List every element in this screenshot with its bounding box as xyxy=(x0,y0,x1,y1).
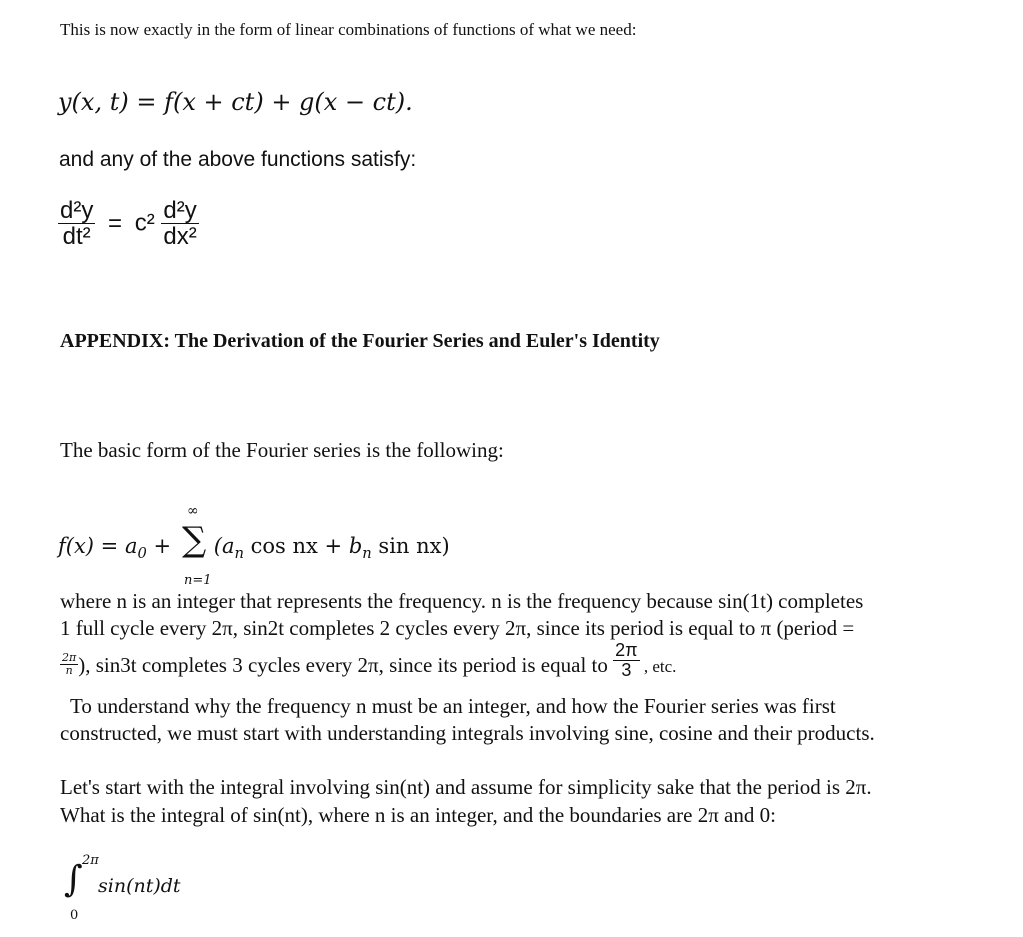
para1-line2: 1 full cycle every 2π, sin2t completes 2 cycles every 2π, since its period is equal to π (period = xyxy=(60,616,855,640)
para2-line2: What is the integral of sin(nt), where n is an integer, and the boundaries are 2π and 0: xyxy=(60,803,776,827)
third-period-den: 3 xyxy=(621,659,632,680)
integral-upper-limit: 2π xyxy=(82,853,99,868)
para1-line3-tail: , etc. xyxy=(639,656,677,676)
rhs-denominator: dx² xyxy=(163,223,197,251)
rhs-fraction xyxy=(161,198,198,249)
wave-solution-equation: y(x, t) = f(x + ct) + g(x − ct). xyxy=(58,88,413,116)
third-period-fraction xyxy=(613,641,639,680)
equals-sign: = xyxy=(108,209,123,237)
c-squared: c² xyxy=(134,209,155,237)
sum-upper-limit: ∞ xyxy=(187,503,199,519)
lhs-numerator: d²y xyxy=(60,197,94,224)
para1-line1: where n is an integer that represents the frequency. n is the frequency because sin(1t) completes xyxy=(60,589,864,613)
an-subscript: n xyxy=(234,545,244,563)
cos-term: cos nx + xyxy=(243,534,349,558)
term-an: (a xyxy=(213,534,235,558)
para2-line1: Let's start with the integral involving sin(nt) and assume for simplicity sake that the period is 2π. xyxy=(60,775,872,799)
para1-line3-text: ), sin3t completes 3 cycles every 2π, since its period is equal to xyxy=(78,652,614,677)
basic-form-text: The basic form of the Fourier series is the following: xyxy=(60,438,504,462)
sin-term: sin nx) xyxy=(371,534,450,558)
summation-sign: ∑ xyxy=(182,520,207,560)
fourier-lhs: f(x) = a xyxy=(58,534,138,558)
period-fraction-den: n xyxy=(65,663,73,677)
a0-subscript: 0 xyxy=(137,545,147,563)
fourier-series-equation xyxy=(58,534,450,562)
integrand: sin(nt)dt xyxy=(98,875,181,897)
integral-sign: ∫ xyxy=(64,859,83,900)
appendix-heading: APPENDIX: The Derivation of the Fourier Series and Euler's Identity xyxy=(60,330,660,352)
rhs-numerator: d²y xyxy=(163,197,197,224)
period-fraction xyxy=(60,652,78,676)
para1-line5: constructed, we must start with understanding integrals involving sine, cosine and their products. xyxy=(60,721,875,745)
satisfy-text: and any of the above functions satisfy: xyxy=(59,148,417,171)
para1-line3 xyxy=(60,641,676,680)
intro-text: This is now exactly in the form of linear combinations of functions of what we need: xyxy=(60,20,637,39)
para1-line4: To understand why the frequency n must be an integer, and how the Fourier series was first xyxy=(70,694,836,718)
wave-equation xyxy=(58,198,199,249)
integral-lower-limit: 0 xyxy=(70,908,79,923)
period-fraction-num: 2π xyxy=(62,651,77,665)
plus-sign: + xyxy=(146,534,178,558)
term-bn: b xyxy=(348,534,363,558)
third-period-num: 2π xyxy=(615,640,638,660)
lhs-fraction xyxy=(58,198,95,249)
bn-subscript: n xyxy=(362,545,372,563)
sum-lower-limit: n=1 xyxy=(184,573,212,588)
lhs-denominator: dt² xyxy=(62,223,91,251)
